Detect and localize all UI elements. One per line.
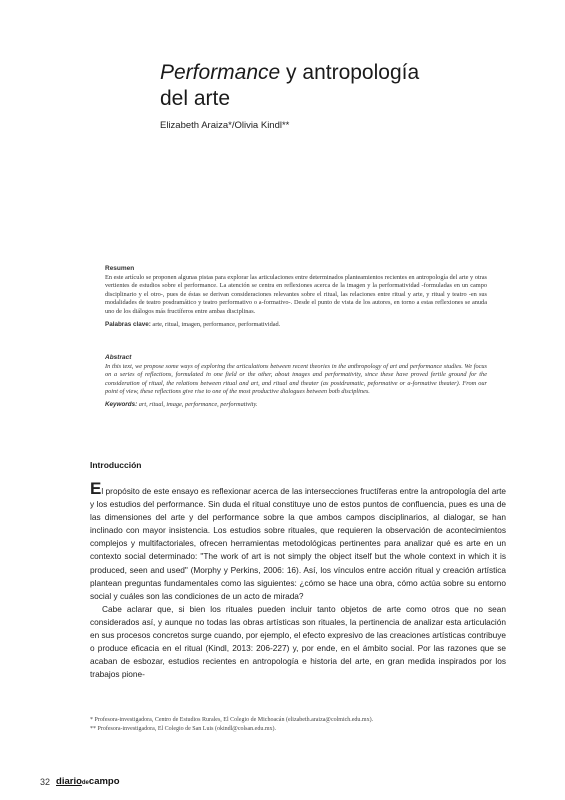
footnotes xyxy=(90,716,510,734)
resumen-keywords xyxy=(105,321,487,330)
footnote-1: * Profesora-investigadora, Centro de Estudios Rurales, El Colegio de Michoacán (elizabeth.araiza@colmich.edu.mx). xyxy=(90,717,374,723)
resumen-keywords-label: Palabras clave: xyxy=(105,320,151,328)
abstract-keywords xyxy=(105,401,487,410)
resumen-heading: Resumen xyxy=(105,265,135,272)
resumen-block xyxy=(105,265,487,329)
resumen-text: En este artículo se proponen algunas pistas para explorar las articulaciones entre determinados planteamientos recientes en antropología del arte y otras vertientes de estudios sobre el performance. La atención se centra en reflexiones acerca de la imagen y la performatividad -formuladas en un campo disciplinario y el otro-, pues de éstas se derivan consideraciones relevantes sobre el ritual, las relaciones entre ritual y arte, y ritual y teatro -en sus modalidades de teatro posdramático y teatro performativo o a-formativo-. Desde el punto de vista de los autores, en torno a estas reflexiones se anuda uno de los diálogos más fructíferos entre ambas disciplinas. xyxy=(105,273,487,315)
abstract-keywords-label: Keywords: xyxy=(105,400,138,408)
logo-part-3: campo xyxy=(88,776,120,787)
dropcap-letter: E xyxy=(90,479,102,498)
title-line2: del arte xyxy=(160,87,231,110)
body-paragraph-2: Cabe aclarar que, si bien los rituales pueden incluir tanto objetos de arte como otros que no sean considerados así, y aunque no todas las obras artísticas son rituales, la pertinencia de analizar esta articulación en sus procesos concretos surge cuando, por ejemplo, el efecto expresivo de las creaciones artísticas contribuye o produce eficacia en el ritual (Kindl, 2013: 206-227) y, por ende, en el ámbito social. Por las razones que se acaban de esbozar, estudios recientes en antropología e historia del arte, en gran medida inspirados por los trabajos pione- xyxy=(90,603,506,680)
body-text xyxy=(90,479,506,681)
article-title xyxy=(160,60,520,112)
logo-part-2: de xyxy=(81,780,89,786)
body-paragraph-1-text: l propósito de este ensayo es reflexionar acerca de las intersecciones fructíferas entre la antropología del arte y los estudios del performance. Sin duda el ritual constituye uno de estos puntos de confluencia, pues es una de las dimensiones del arte y del performance sobre la que ambos campos disciplinarios, al dialogar, se han inclinado con mayor insistencia. Los estudios sobre rituales, que requieren la observación de acontecimientos complejos y multifactoriales, ofrecen herramientas metodológicas pertinentes para analizar qué es arte en un contexto social determinado: "The work of art is not simply the object itself but the whole context in which it is produced, seen and used" (Morphy y Perkins, 2006: 16). Así, los vínculos entre acción ritual y creación artística plantean preguntas fundamentales como las siguientes: ¿cómo se hace una obra, cómo actúa sobre su entorno social y cuáles son las condiciones de un acto de mirada? xyxy=(90,486,506,601)
title-rest: y antropología xyxy=(280,61,420,84)
abstract-text: In this text, we propose some ways of exploring the articulations between recent theories in the anthropology of art and performance studies. We focus on a series of reflections, formulated in one field or the other, about images and performativity, since these have proved fertile ground for the consideration of ritual, the relations between ritual and art, and ritual and theater (as postdramatic, peformative or a-formative theater). From our point of view, these reflections give rise to one of the most productive dialogues between both disciplines. xyxy=(105,362,487,396)
page-number: 32 xyxy=(40,776,51,787)
abstract-keywords-list: art, ritual, image, performance, performativity. xyxy=(137,400,258,408)
footnote-2: ** Profesora-investigadora, El Colegio de San Luis (okindl@colsan.edu.mx). xyxy=(90,726,276,732)
page-footer xyxy=(40,776,120,787)
journal-logo xyxy=(56,776,120,787)
abstract-heading: Abstract xyxy=(105,354,132,361)
logo-part-1: diario xyxy=(56,776,82,787)
resumen-keywords-list: arte, ritual, imagen, performance, performatividad. xyxy=(150,320,281,328)
body-paragraph-1 xyxy=(90,479,506,603)
section-heading-introduccion: Introducción xyxy=(90,460,142,470)
abstract-block xyxy=(105,354,487,410)
article-authors: Elizabeth Araiza*/Olivia Kindl** xyxy=(160,120,290,131)
title-italic-part: Performance xyxy=(160,61,281,84)
